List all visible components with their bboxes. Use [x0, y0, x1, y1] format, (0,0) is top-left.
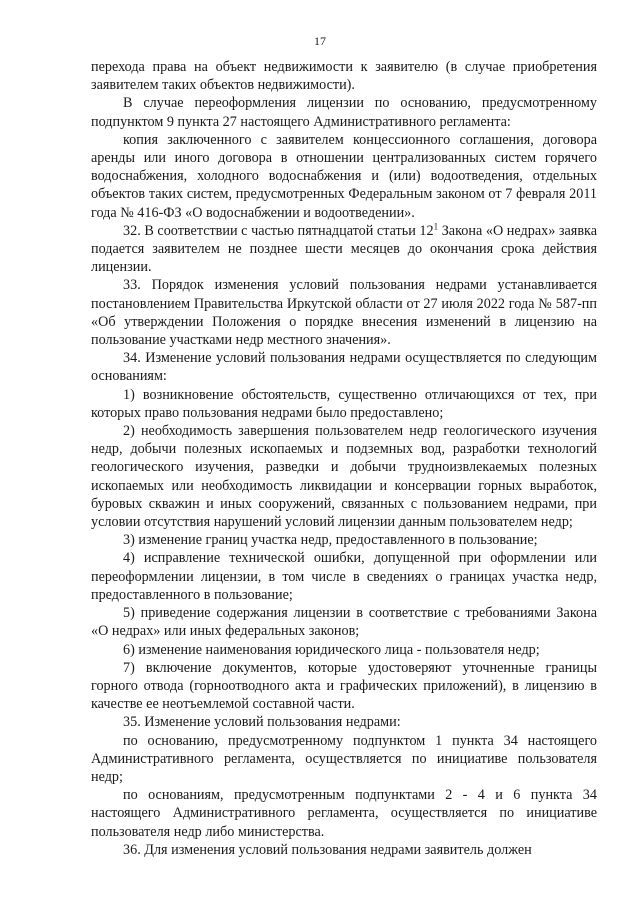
list-item: 7) включение документов, которые удостоверяют уточненные границы горного отвода (горноотводного акта и графических приложений), в лицензию в качестве ее неотъемлемой составной части.	[91, 659, 597, 713]
document-body	[91, 58, 597, 859]
paragraph: 34. Изменение условий пользования недрами осуществляется по следующим основаниям:	[91, 350, 597, 385]
paragraph: В случае переоформления лицензии по основанию, предусмотренному подпунктом 9 пункта 27 настоящего Административного регламента:	[91, 95, 597, 130]
list-item: 4) исправление технической ошибки, допущенной при оформлении или переоформлении лицензии, в том числе в сведениях о границах участка недр, предоставленного в пользование;	[91, 550, 597, 603]
paragraph-32	[91, 222, 597, 277]
paragraph: 36. Для изменения условий пользования недрами заявитель должен	[123, 841, 532, 858]
paragraph: 33. Порядок изменения условий пользования недрами устанавливается постановлением Правительства Иркутской области от 27 июля 2022 года № 587-пп «Об утверждении Положения о порядке внесения изменений в лицензию на пользование участками недр местного значения».	[91, 277, 597, 349]
list-item: 6) изменение наименования юридического лица - пользователя недр;	[123, 641, 540, 658]
superscript: 1	[433, 221, 439, 232]
paragraph: по основаниям, предусмотренным подпунктами 2 - 4 и 6 пункта 34 настоящего Административного регламента, осуществляется по инициативе пользователя недр либо министерства.	[91, 787, 597, 840]
paragraph-text: 32. В соответствии с частью пятнадцатой статьи 12	[123, 222, 434, 239]
paragraph: перехода права на объект недвижимости к заявителю (в случае приобретения заявителем таких объектов недвижимости).	[91, 59, 597, 94]
paragraph: копия заключенного с заявителем концессионного соглашения, договора аренды или иного договора в отношении централизованных систем горячего водоснабжения, холодного водоснабжения и (или) водоотведения, отдельных объектов таких систем, предусмотренных Федеральным законом от 7 февраля 2011 года № 416-ФЗ «О водоснабжении и водоотведении».	[91, 131, 597, 221]
paragraph-text: Закона «О недрах» заявка подается заявителем не позднее шести месяцев до окончания срока действия лицензии.	[91, 222, 598, 276]
page-number: 17	[314, 34, 326, 48]
list-item: 2) необходимость завершения пользователем недр геологического изучения недр, добычи полезных ископаемых и подземных вод, разработки технологий геологического изучения, разведки и добычи трудноизвлекаемых полезных ископаемых или необходимость ликвидации и консервации горных выработок, буровых скважин и иных сооружений, связанных с пользованием недрами, при условии отсутствия нарушений условий лицензии данным пользователем недр;	[91, 423, 597, 531]
paragraph: по основанию, предусмотренному подпунктом 1 пункта 34 настоящего Административного регламента, осуществляется по инициативе пользователя недр;	[91, 732, 597, 785]
list-item: 5) приведение содержания лицензии в соответствие с требованиями Закона «О недрах» или иных федеральных законов;	[91, 605, 597, 640]
list-item: 1) возникновение обстоятельств, существенно отличающихся от тех, при которых право пользования недрами было предоставлено;	[91, 386, 597, 421]
list-item: 3) изменение границ участка недр, предоставленного в пользование;	[123, 532, 538, 549]
paragraph: 35. Изменение условий пользования недрами:	[123, 714, 401, 731]
